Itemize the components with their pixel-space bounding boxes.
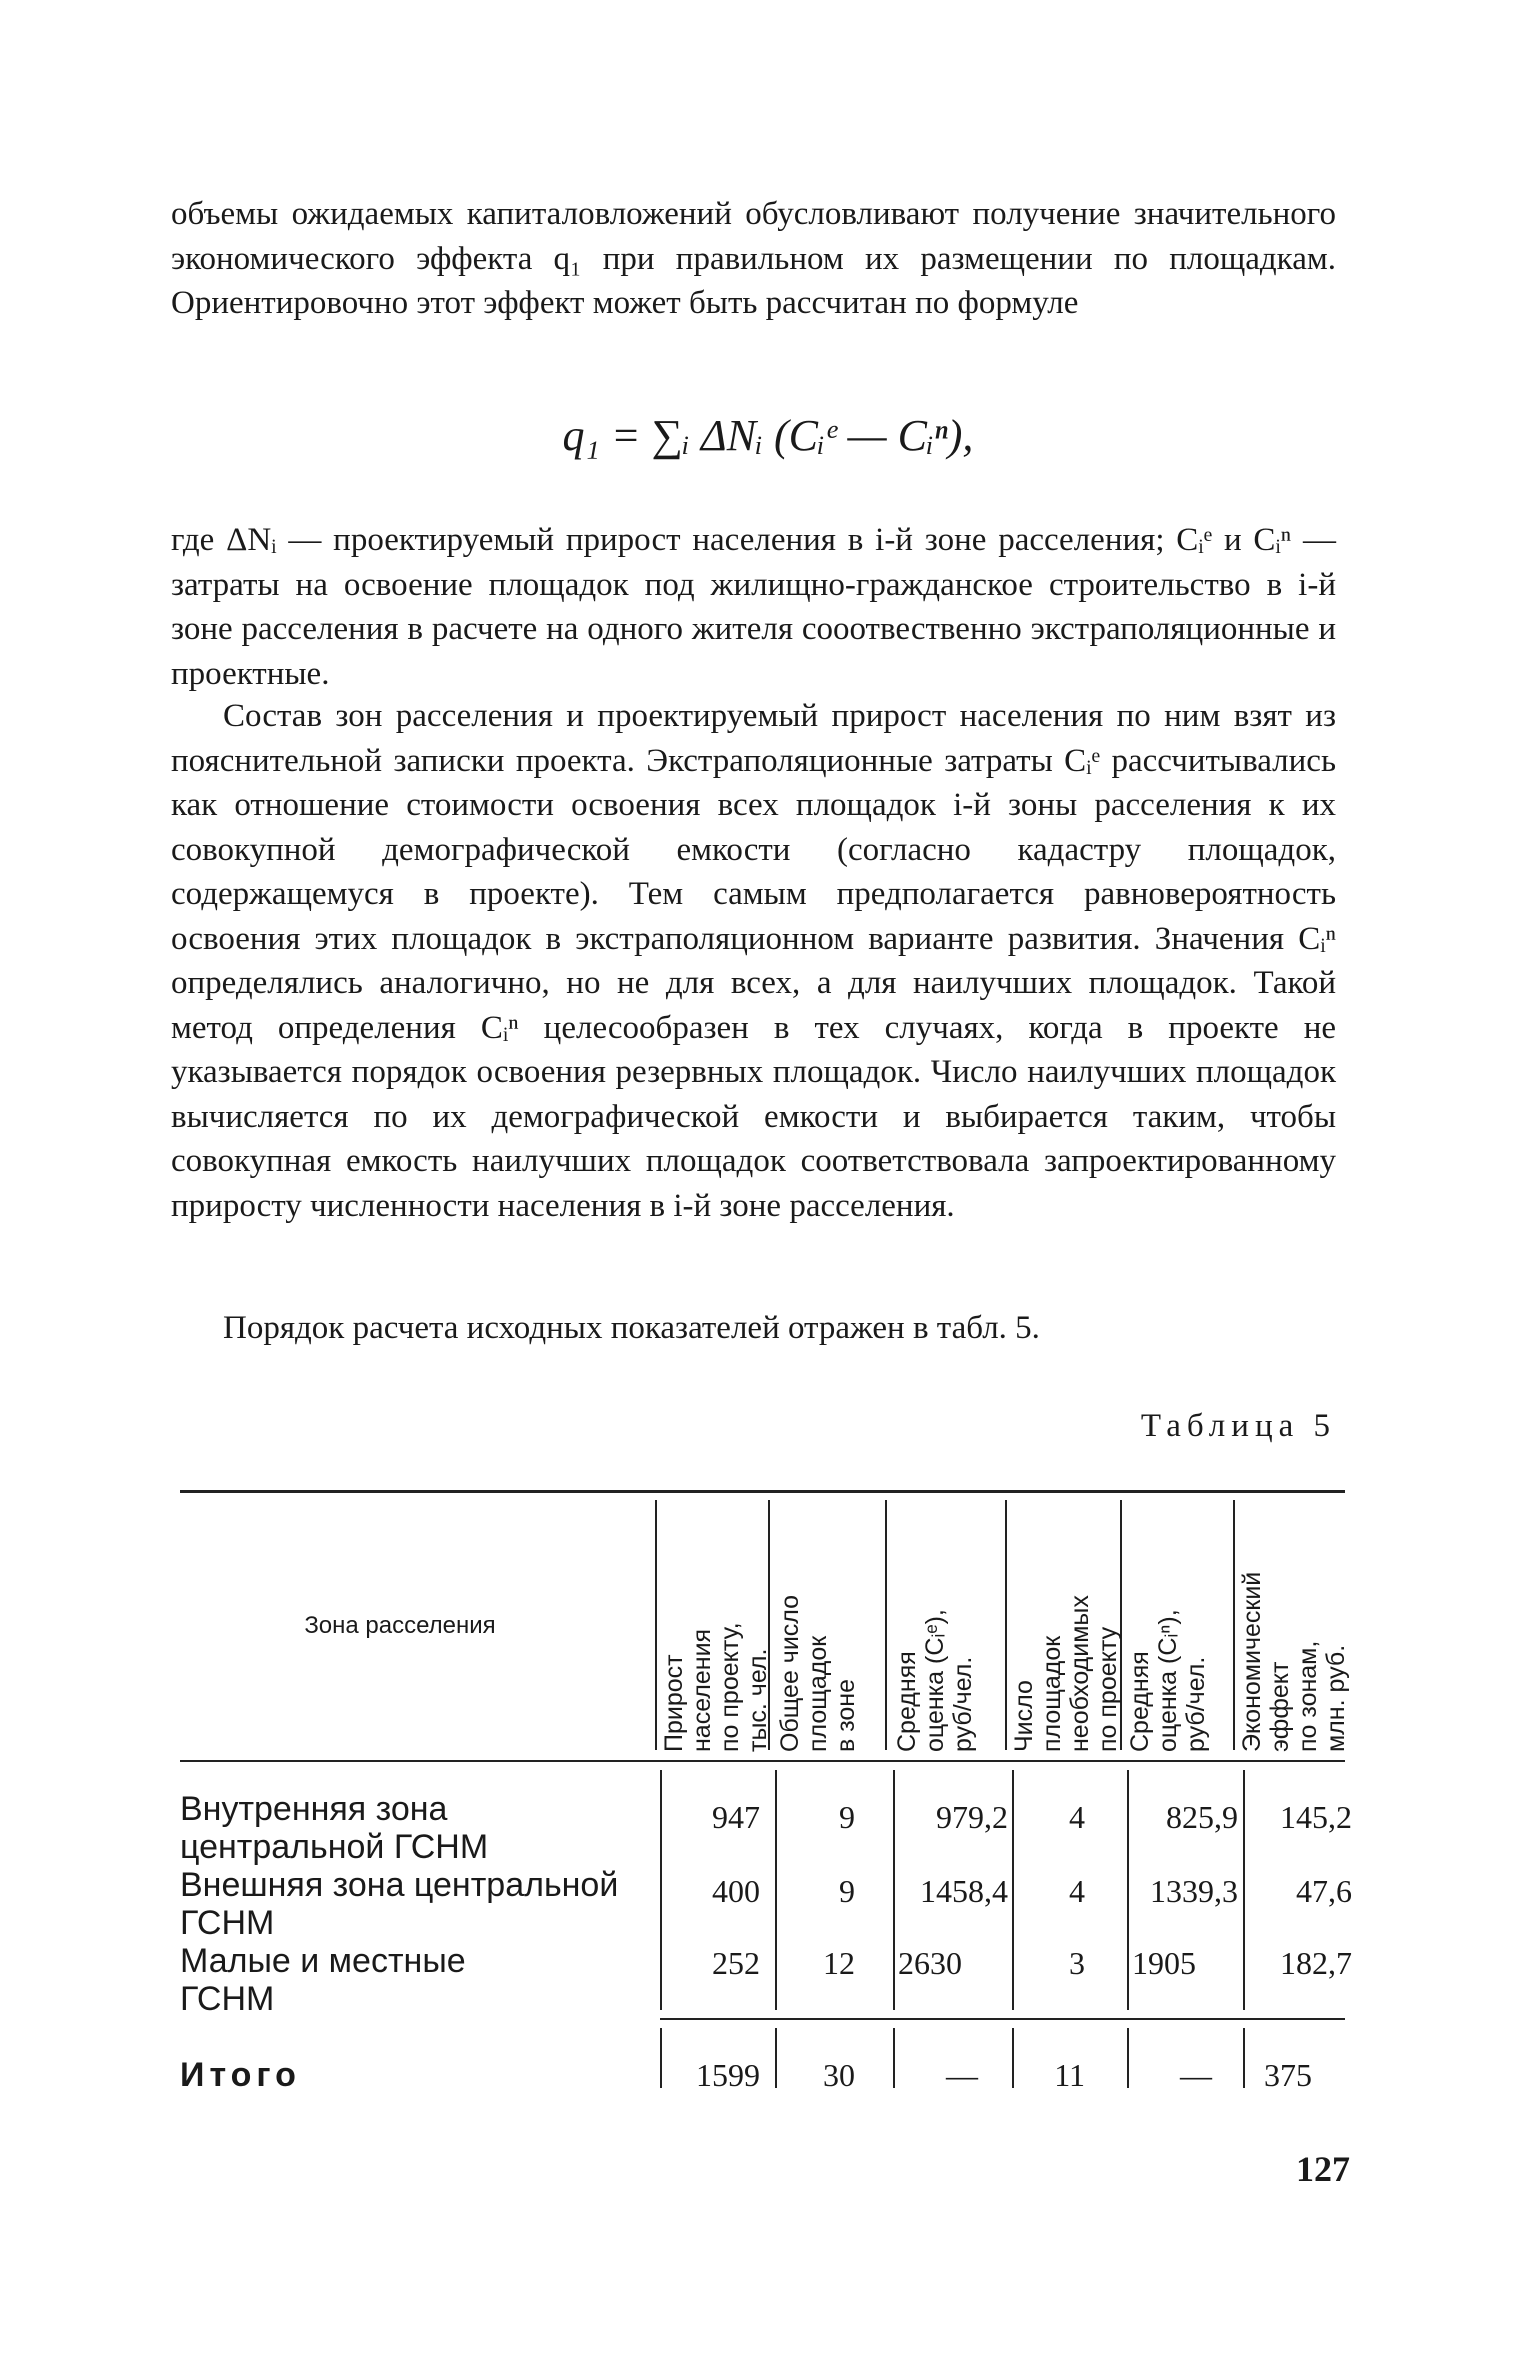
- table-cell: 182,7: [1280, 1945, 1352, 1981]
- table-cell: 979,2: [936, 1799, 1008, 1835]
- table-bottom-rule: [660, 2018, 1345, 2020]
- page-number: 127: [1296, 2149, 1350, 2189]
- col-separator: [893, 2028, 895, 2088]
- table-total-cell: 30: [823, 2057, 855, 2093]
- table-header-avg-estimate-p: Средняя оценка (Cᵢⁿ), руб/чел.: [1126, 1609, 1210, 1752]
- table-cell: 252: [712, 1945, 760, 1981]
- table-caption: Таблица 5: [1140, 1408, 1336, 1444]
- col-separator: [885, 1500, 887, 1750]
- paragraph-composition: Состав зон расселения и проектируемый прирост населения по ним взят из пояснительной записки проекта. Экстраполяционные затраты Cᵢᵉ рассчитывались как отношение стоимости освоения всех площадок i-й зоны расселения к их совокупной демографической емкости (согласно кадастру площадок, содержащемуся в проекте). Тем самым предполагается равновероятность освоения этих площадок в экстраполяционном варианте развития. Значения Cᵢⁿ определялись аналогично, но не для всех, а для наилучших площадок. Такой метод определения Cᵢⁿ целесообразен в тех случаях, когда в проекте не указывается порядок освоения резервных площадок. Число наилучших площадок вычисляется по их демографической емкости и выбирается таким, чтобы совокупная емкость наилучших площадок соответствовала запроектированному приросту численности населения в i-й зоне расселения.: [171, 698, 1336, 1224]
- table-header-econ-effect: Экономический эффект по зонам, млн. руб.: [1238, 1571, 1350, 1752]
- table-cell: 2630: [898, 1945, 962, 1981]
- table-total-cell: —: [946, 2057, 978, 2093]
- col-separator: [1012, 1770, 1014, 2010]
- col-separator: [1012, 2028, 1014, 2088]
- table-row-zone: Малые и местные ГСНМ: [180, 1942, 466, 2018]
- table-total-label: Итого: [180, 2056, 301, 2094]
- col-separator: [893, 1770, 895, 2010]
- table-cell: 400: [712, 1873, 760, 1909]
- table-header-rule: [180, 1760, 1345, 1762]
- paragraph-intro: объемы ожидаемых капиталовложений обусловливают получение значительного экономического эффекта q₁ при правильном их размещении по площадкам. Ориентировочно этот эффект может быть рассчитан по формуле: [171, 196, 1336, 321]
- table-cell: 4: [1069, 1799, 1085, 1835]
- col-separator: [1005, 1500, 1007, 1750]
- col-separator: [660, 2028, 662, 2088]
- col-separator: [1243, 1770, 1245, 2010]
- col-separator: [1233, 1500, 1235, 1750]
- table-cell: 9: [839, 1799, 855, 1835]
- table-total-cell: 375: [1264, 2057, 1312, 2093]
- table-cell: 145,2: [1280, 1799, 1352, 1835]
- table-row-zone: Внешняя зона центральной ГСНМ: [180, 1866, 619, 1942]
- table-cell: 4: [1069, 1873, 1085, 1909]
- paragraph-order: Порядок расчета исходных показателей отражен в табл. 5.: [223, 1310, 1040, 1346]
- table-header-required-sites: Число площадок необходимых по проекту: [1010, 1595, 1122, 1752]
- table-total-cell: 11: [1054, 2057, 1085, 2093]
- table-header-avg-estimate-e: Средняя оценка (Cᵢᵉ), руб/чел.: [893, 1609, 977, 1752]
- col-separator: [1127, 2028, 1129, 2088]
- table-cell: 1905: [1132, 1945, 1196, 1981]
- table-cell: 3: [1069, 1945, 1085, 1981]
- col-separator: [660, 1770, 662, 2010]
- table-cell: 825,9: [1166, 1799, 1238, 1835]
- table-cell: 1458,4: [920, 1873, 1008, 1909]
- table-total-cell: —: [1180, 2057, 1212, 2093]
- table-row-zone: Внутренняя зона центральной ГСНМ: [180, 1790, 489, 1866]
- table-header-growth: Прирост населения по проекту, тыс. чел.: [660, 1622, 772, 1752]
- table-cell: 12: [823, 1945, 855, 1981]
- col-separator: [655, 1500, 657, 1750]
- formula: q₁ = ∑ᵢ ΔNᵢ (Cᵢᵉ — Cᵢⁿ),: [562, 411, 974, 460]
- col-separator: [1243, 2028, 1245, 2088]
- table-cell: 947: [712, 1799, 760, 1835]
- col-separator: [775, 2028, 777, 2088]
- paragraph-where: где ΔNᵢ — проектируемый прирост населения в i-й зоне расселения; Cᵢᵉ и Cᵢⁿ — затраты на освоение площадок под жилищно-гражданское строительство в i-й зоне расселения в расчете на одного жителя сооотвественно экстраполяционные и проектные.: [171, 522, 1336, 692]
- table-top-rule: [180, 1490, 1345, 1493]
- col-separator: [775, 1770, 777, 2010]
- table-total-cell: 1599: [696, 2057, 760, 2093]
- table-cell: 47,6: [1296, 1873, 1352, 1909]
- table-header-zone: Зона расселения: [304, 1612, 496, 1639]
- table-header-total-sites: Общее число площадок в зоне: [776, 1594, 860, 1752]
- table-cell: 1339,3: [1150, 1873, 1238, 1909]
- col-separator: [1127, 1770, 1129, 2010]
- table-cell: 9: [839, 1873, 855, 1909]
